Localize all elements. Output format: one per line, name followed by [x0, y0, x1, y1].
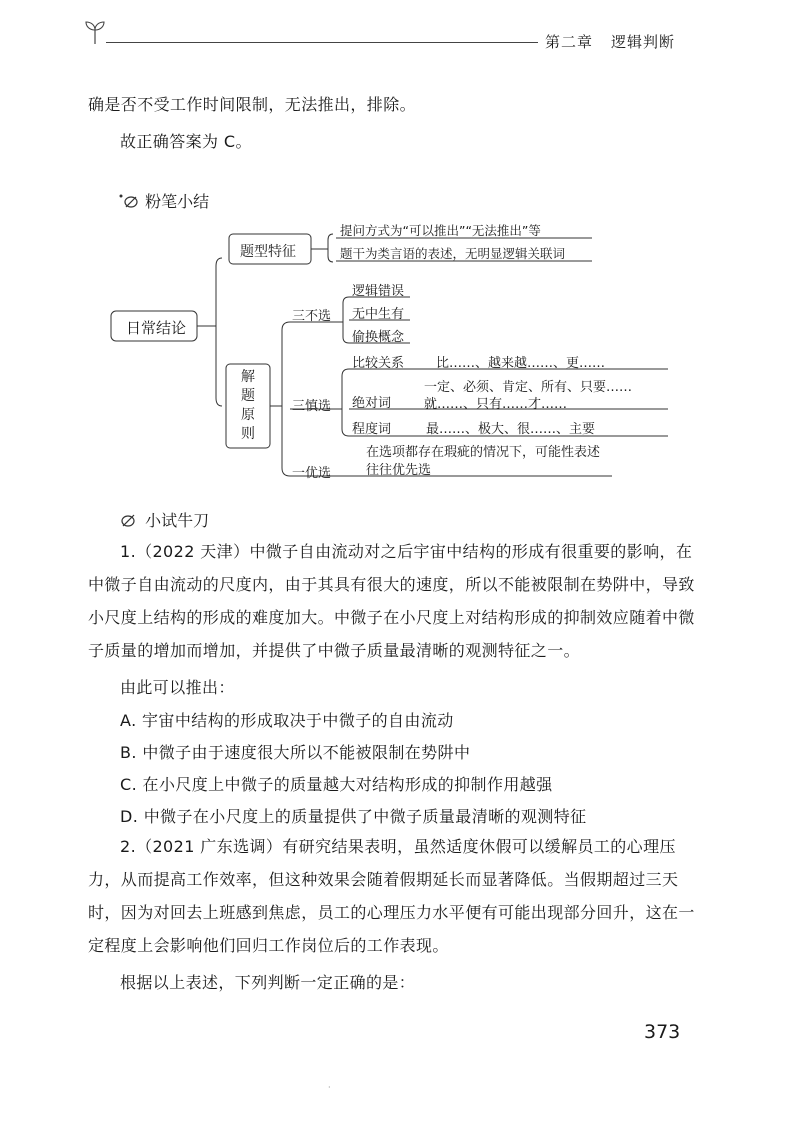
continuation-text: 确是否不受工作时间限制，无法推出，排除。: [88, 95, 417, 114]
question-1-option-c[interactable]: C. 在小尺度上中微子的质量越大对结构形成的抑制作用越强: [120, 775, 553, 794]
practice-title-text: 小试牛刀: [145, 511, 210, 530]
answer-text: 故正确答案为 C。: [120, 132, 252, 151]
three-no-item-1: 逻辑错误: [352, 284, 405, 299]
pen-icon: [118, 512, 140, 528]
footer-mark: ·: [328, 1083, 331, 1092]
one-prefer-line-1: 在选项都存在瑕疵的情况下，可能性表述: [366, 445, 601, 460]
three-no-item-3: 偷换概念: [352, 330, 405, 345]
question-1-option-d[interactable]: D. 中微子在小尺度上的质量提供了中微子质量最清晰的观测特征: [120, 807, 587, 826]
question-1-option-b[interactable]: B. 中微子由于速度很大所以不能被限制在势阱中: [120, 743, 471, 762]
mindmap-root: 日常结论: [126, 319, 187, 337]
principle-branch-label: [240, 368, 256, 444]
three-careful-label: 三慎选: [292, 399, 332, 414]
question-2-stem: 2.（2021 广东选调）有研究结果表明，虽然适度休假可以缓解员工的心理压力，从而提高工作效率，但这种效果会随着假期延长而显著降低。当假期超过三天时，因为对回去上班感到焦虑，员工的心理压力水平便有可能出现部分回升，这在一定程度上会影响他们回归工作岗位后的工作表现。: [88, 837, 695, 955]
summary-title-text: 粉笔小结: [145, 192, 210, 211]
question-1-stem: 1.（2022 天津）中微子自由流动对之后宇宙中结构的形成有很重要的影响，在中微子自由流动的尺度内，由于其具有很大的速度，所以不能被限制在势阱中，导致小尺度上结构的形成的难度加大。中微子在小尺度上对结构形成的抑制效应随着中微子质量的增加而增加，并提供了中微子质量最清晰的观测特征之一。: [88, 542, 695, 660]
type-item-2: 题干为类言语的表述，无明显逻辑关联词: [340, 246, 566, 261]
degree-text: 最……、极大、很……、主要: [426, 422, 596, 437]
three-no-item-2: 无中生有: [352, 307, 405, 322]
degree-label: 程度词: [352, 422, 392, 437]
type-branch-label: 题型特征: [240, 244, 296, 260]
chapter-label: 第二章: [545, 33, 594, 51]
three-no-label: 三不选: [292, 309, 332, 324]
practice-title: [118, 508, 209, 531]
question-1-prompt: 由此可以推出：: [120, 678, 235, 697]
principle-char-4: 则: [241, 426, 255, 442]
principle-char-2: 题: [241, 388, 255, 404]
question-1-option-a[interactable]: A. 宇宙中结构的形成取决于中微子的自由流动: [120, 711, 454, 730]
one-prefer-label: 一优选: [292, 466, 332, 481]
compare-text: 比……、越来越……、更……: [436, 356, 606, 371]
one-prefer-line-2: 往往优先选: [366, 463, 432, 478]
principle-char-3: 原: [241, 407, 255, 423]
section-label: 逻辑判断: [611, 33, 676, 51]
compare-label: 比较关系: [352, 356, 405, 371]
principle-char-1: 解: [241, 369, 255, 385]
type-item-1: 提问方式为“可以推出”“无法推出”等: [340, 223, 541, 238]
absolute-label: 绝对词: [352, 396, 392, 411]
page-number: 373: [644, 1021, 681, 1043]
question-2-prompt: 根据以上表述，下列判断一定正确的是：: [120, 973, 416, 992]
absolute-line-2: 就……、只有……才……: [424, 397, 568, 412]
absolute-line-1: 一定、必须、肯定、所有、只要……: [424, 380, 633, 395]
